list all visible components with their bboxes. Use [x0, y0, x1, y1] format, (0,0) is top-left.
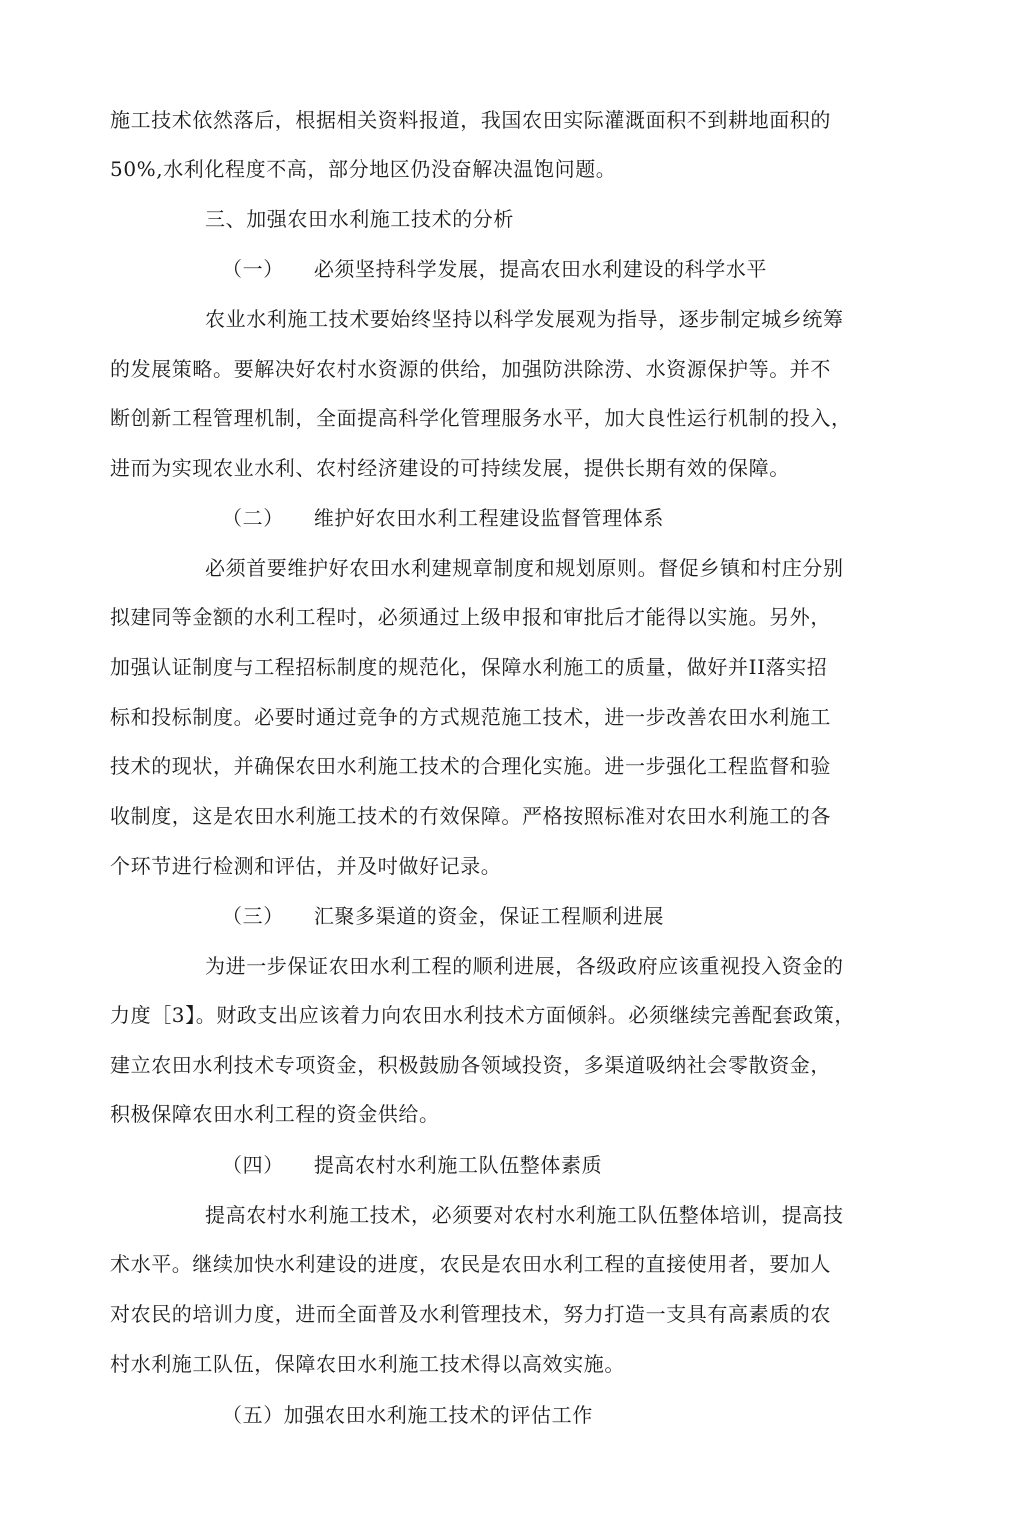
- paragraph-line: 收制度，这是农田水利施工技术的冇效保障。严格按照标准对农田水利施工的各: [110, 804, 831, 828]
- section-heading: 三、加强农田水利施工技术的分析: [205, 207, 514, 231]
- paragraph-line: 标和投标制度。必要时通过竞争的方式规范施工技术，进一步改善农田水利施工: [110, 705, 831, 729]
- paragraph-line: 的发展策略。要解决好农村水资源的供给，加强防洪除涝、水资源保护等。并不: [110, 357, 831, 381]
- subheading-number: （三）: [222, 904, 284, 928]
- subheading-title: 维护好农田水利工程建设监督管理体系: [313, 506, 665, 530]
- paragraph-line: 必须首要维护好农田水利建规章制度和规划原则。督促乡镇和村庄分别: [205, 556, 844, 580]
- subheading-4: [222, 1153, 602, 1177]
- paragraph-line: 进而为实现农业水利、农村经济建设的可持续发展，提供长期有效的保障。: [110, 456, 790, 480]
- paragraph-line: 力度［3】。财政支出应该着力向农田水利技术方面倾斜。必须继续完善配套政策，: [110, 1003, 855, 1027]
- paragraph-line: 术水平。继续加快水利建设的进度，农民是农田水利工程的直接使用者，要加人: [110, 1252, 831, 1276]
- paragraph-line: 技术的现状，并确保农田水利施工技术的合理化实施。进一步强化工程监督和验: [110, 754, 831, 778]
- paragraph-line: 提高农村水利施工技术，必须要对农村水利施工队伍整体培训，提高技: [205, 1203, 844, 1227]
- paragraph-line: 积极保障农田水利工程的资金供给。: [110, 1102, 440, 1126]
- paragraph-line: 施工技术依然落后，根据相关资料报道，我国农田实际灌溉面积不到耕地面积的: [110, 108, 831, 132]
- paragraph-line: 建立农田水利技术专项资金，积极鼓励各领域投资，多渠道吸纳社会零散资金，: [110, 1053, 831, 1077]
- paragraph-line: 断创新工程管理机制，全面提高科学化管理服务水平，加大良性运行机制的投入，: [110, 406, 852, 430]
- subheading-title: 汇聚多渠道的资金，保证工程顺利进展: [313, 904, 665, 928]
- paragraph-line: 村水利施工队伍，保障农田水利施工技术得以高效实施。: [110, 1352, 625, 1376]
- subheading-title: 必须坚持科学发展，提高农田水利建设的科学水平: [313, 257, 768, 281]
- paragraph-line: 50%,水利化程度不高，部分地区仍没奋解决温饱问题。: [110, 157, 617, 181]
- paragraph-line: 拟建同等金额的水利工程吋，必须通过上级申报和审批后才能得以实施。另外，: [110, 605, 831, 629]
- paragraph-line: 加强认证制度与工程招标制度的规范化，保障水利施工的质量，做好并II落实招: [110, 655, 828, 679]
- subheading-2: [222, 506, 664, 530]
- subheading-3: [222, 904, 664, 928]
- subheading-title: 提高农村水利施工队伍整体素质: [313, 1153, 603, 1177]
- paragraph-line: 为进一步保证农田水利工程的顺利进展，各级政府应该重视投入资金的: [205, 954, 844, 978]
- paragraph-line: 个环节进行检测和评估，并及吋做好记录。: [110, 854, 502, 878]
- subheading-number: （一）: [222, 257, 284, 281]
- paragraph-line: 对农民的培训力度，进而全面普及水利管理技术，努力打造一支具有高素质的农: [110, 1302, 831, 1326]
- subheading-number: （四）: [222, 1153, 284, 1177]
- subheading-number: （二）: [222, 506, 284, 530]
- subheading-5: （五）加强农田水利施工技术的评估工作: [222, 1403, 593, 1427]
- paragraph-line: 农业水利施工技术要始终坚持以科学发展观为指导，逐步制定城乡统筹: [205, 307, 844, 331]
- subheading-1: [222, 257, 767, 281]
